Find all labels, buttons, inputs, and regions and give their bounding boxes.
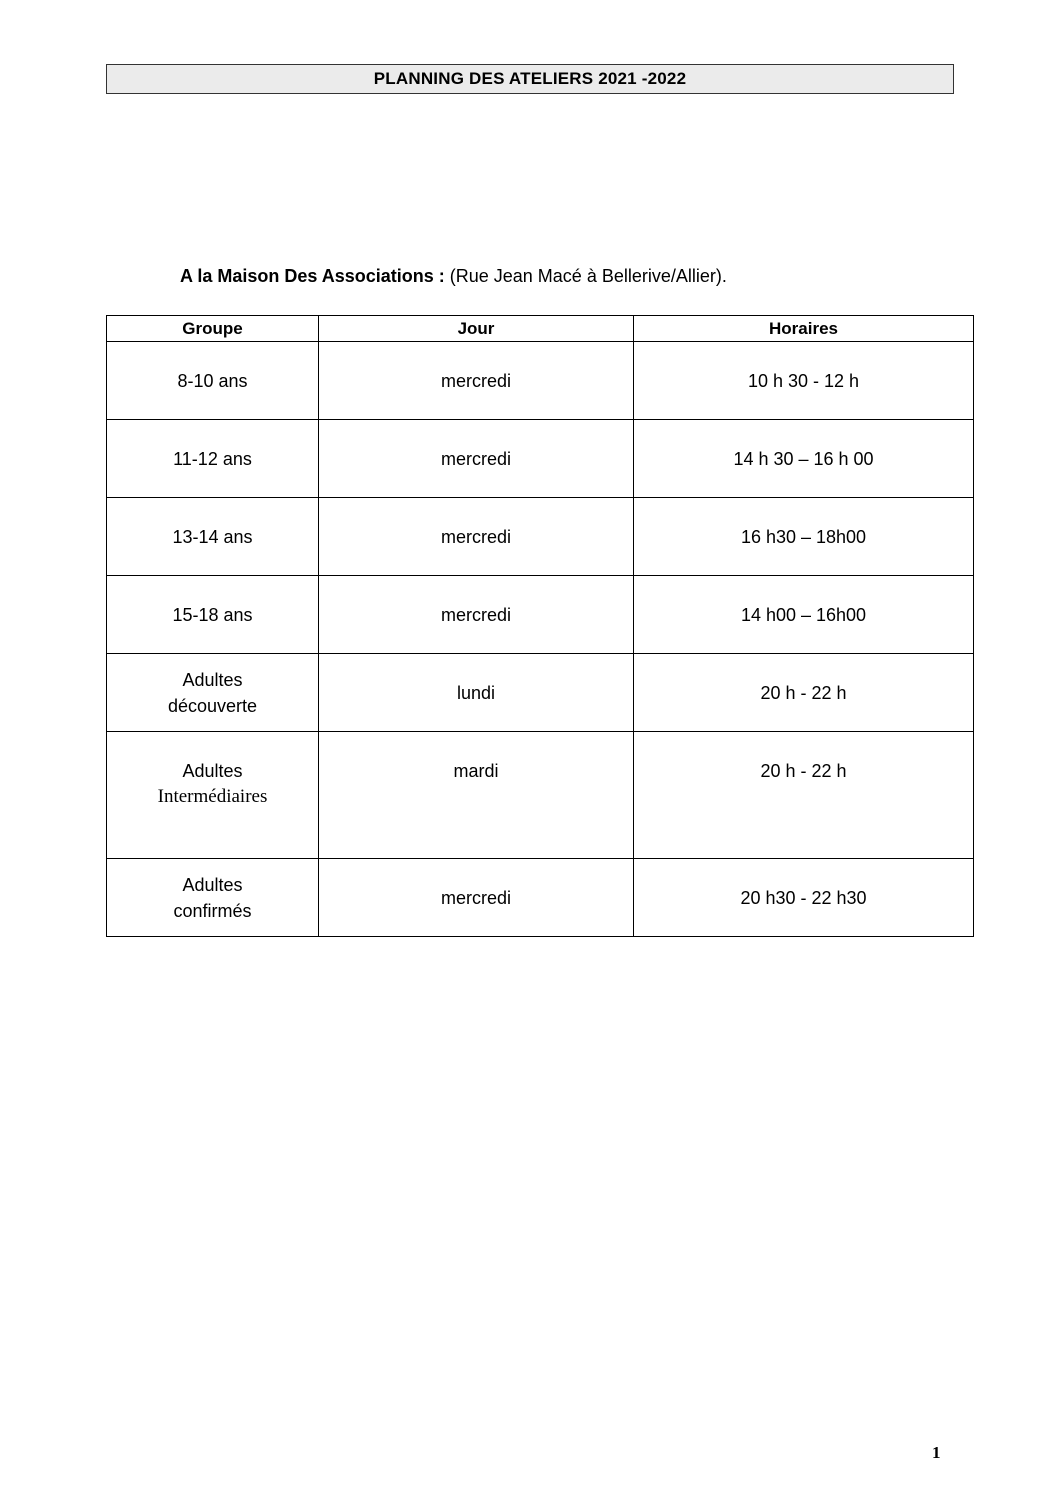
table-row (107, 576, 974, 654)
header-hours: Horaires (634, 316, 974, 342)
cell-group (107, 654, 319, 732)
group-label: 11-12 ans (173, 448, 252, 469)
table-row (107, 420, 974, 498)
cell-day: mercredi (319, 342, 634, 420)
header-group: Groupe (107, 316, 319, 342)
table-header-row (107, 316, 974, 342)
location-lead: A la Maison Des Associations : (180, 266, 445, 286)
cell-group (107, 576, 319, 654)
cell-day: mercredi (319, 420, 634, 498)
group-label: 13-14 ans (172, 526, 253, 547)
page-number: 1 (932, 1443, 941, 1462)
cell-day: mercredi (319, 498, 634, 576)
cell-hours: 20 h - 22 h (634, 654, 974, 732)
table-row (107, 342, 974, 420)
cell-group (107, 342, 319, 420)
cell-hours: 14 h00 – 16h00 (634, 576, 974, 654)
group-label-line2: découverte (167, 695, 258, 716)
table-row (107, 732, 974, 859)
table-row (107, 859, 974, 937)
table-row (107, 498, 974, 576)
location-detail: (Rue Jean Macé à Bellerive/Allier). (444, 266, 727, 286)
table-row (107, 654, 974, 732)
schedule-table (106, 315, 974, 937)
cell-day: lundi (319, 654, 634, 732)
cell-hours: 20 h - 22 h (634, 732, 974, 859)
group-label-line1: Adultes (182, 761, 243, 781)
cell-group (107, 732, 319, 859)
group-label-line2: confirmés (173, 900, 252, 921)
page-title-text: PLANNING DES ATELIERS 2021 -2022 (373, 69, 687, 88)
group-label: 15-18 ans (172, 604, 253, 625)
cell-hours: 14 h 30 – 16 h 00 (634, 420, 974, 498)
header-day: Jour (319, 316, 634, 342)
cell-hours: 10 h 30 - 12 h (634, 342, 974, 420)
cell-hours: 20 h30 - 22 h30 (634, 859, 974, 937)
group-label-line2: Intermédiaires (157, 786, 268, 807)
group-label-line1: Adultes (182, 669, 243, 690)
cell-group (107, 420, 319, 498)
page-title (106, 64, 954, 94)
cell-day: mercredi (319, 859, 634, 937)
cell-group (107, 859, 319, 937)
cell-group (107, 498, 319, 576)
group-label: 8-10 ans (177, 370, 248, 391)
cell-day: mercredi (319, 576, 634, 654)
cell-day: mardi (319, 732, 634, 859)
group-label-line1: Adultes (182, 874, 243, 895)
location-line (180, 266, 727, 287)
cell-hours: 16 h30 – 18h00 (634, 498, 974, 576)
